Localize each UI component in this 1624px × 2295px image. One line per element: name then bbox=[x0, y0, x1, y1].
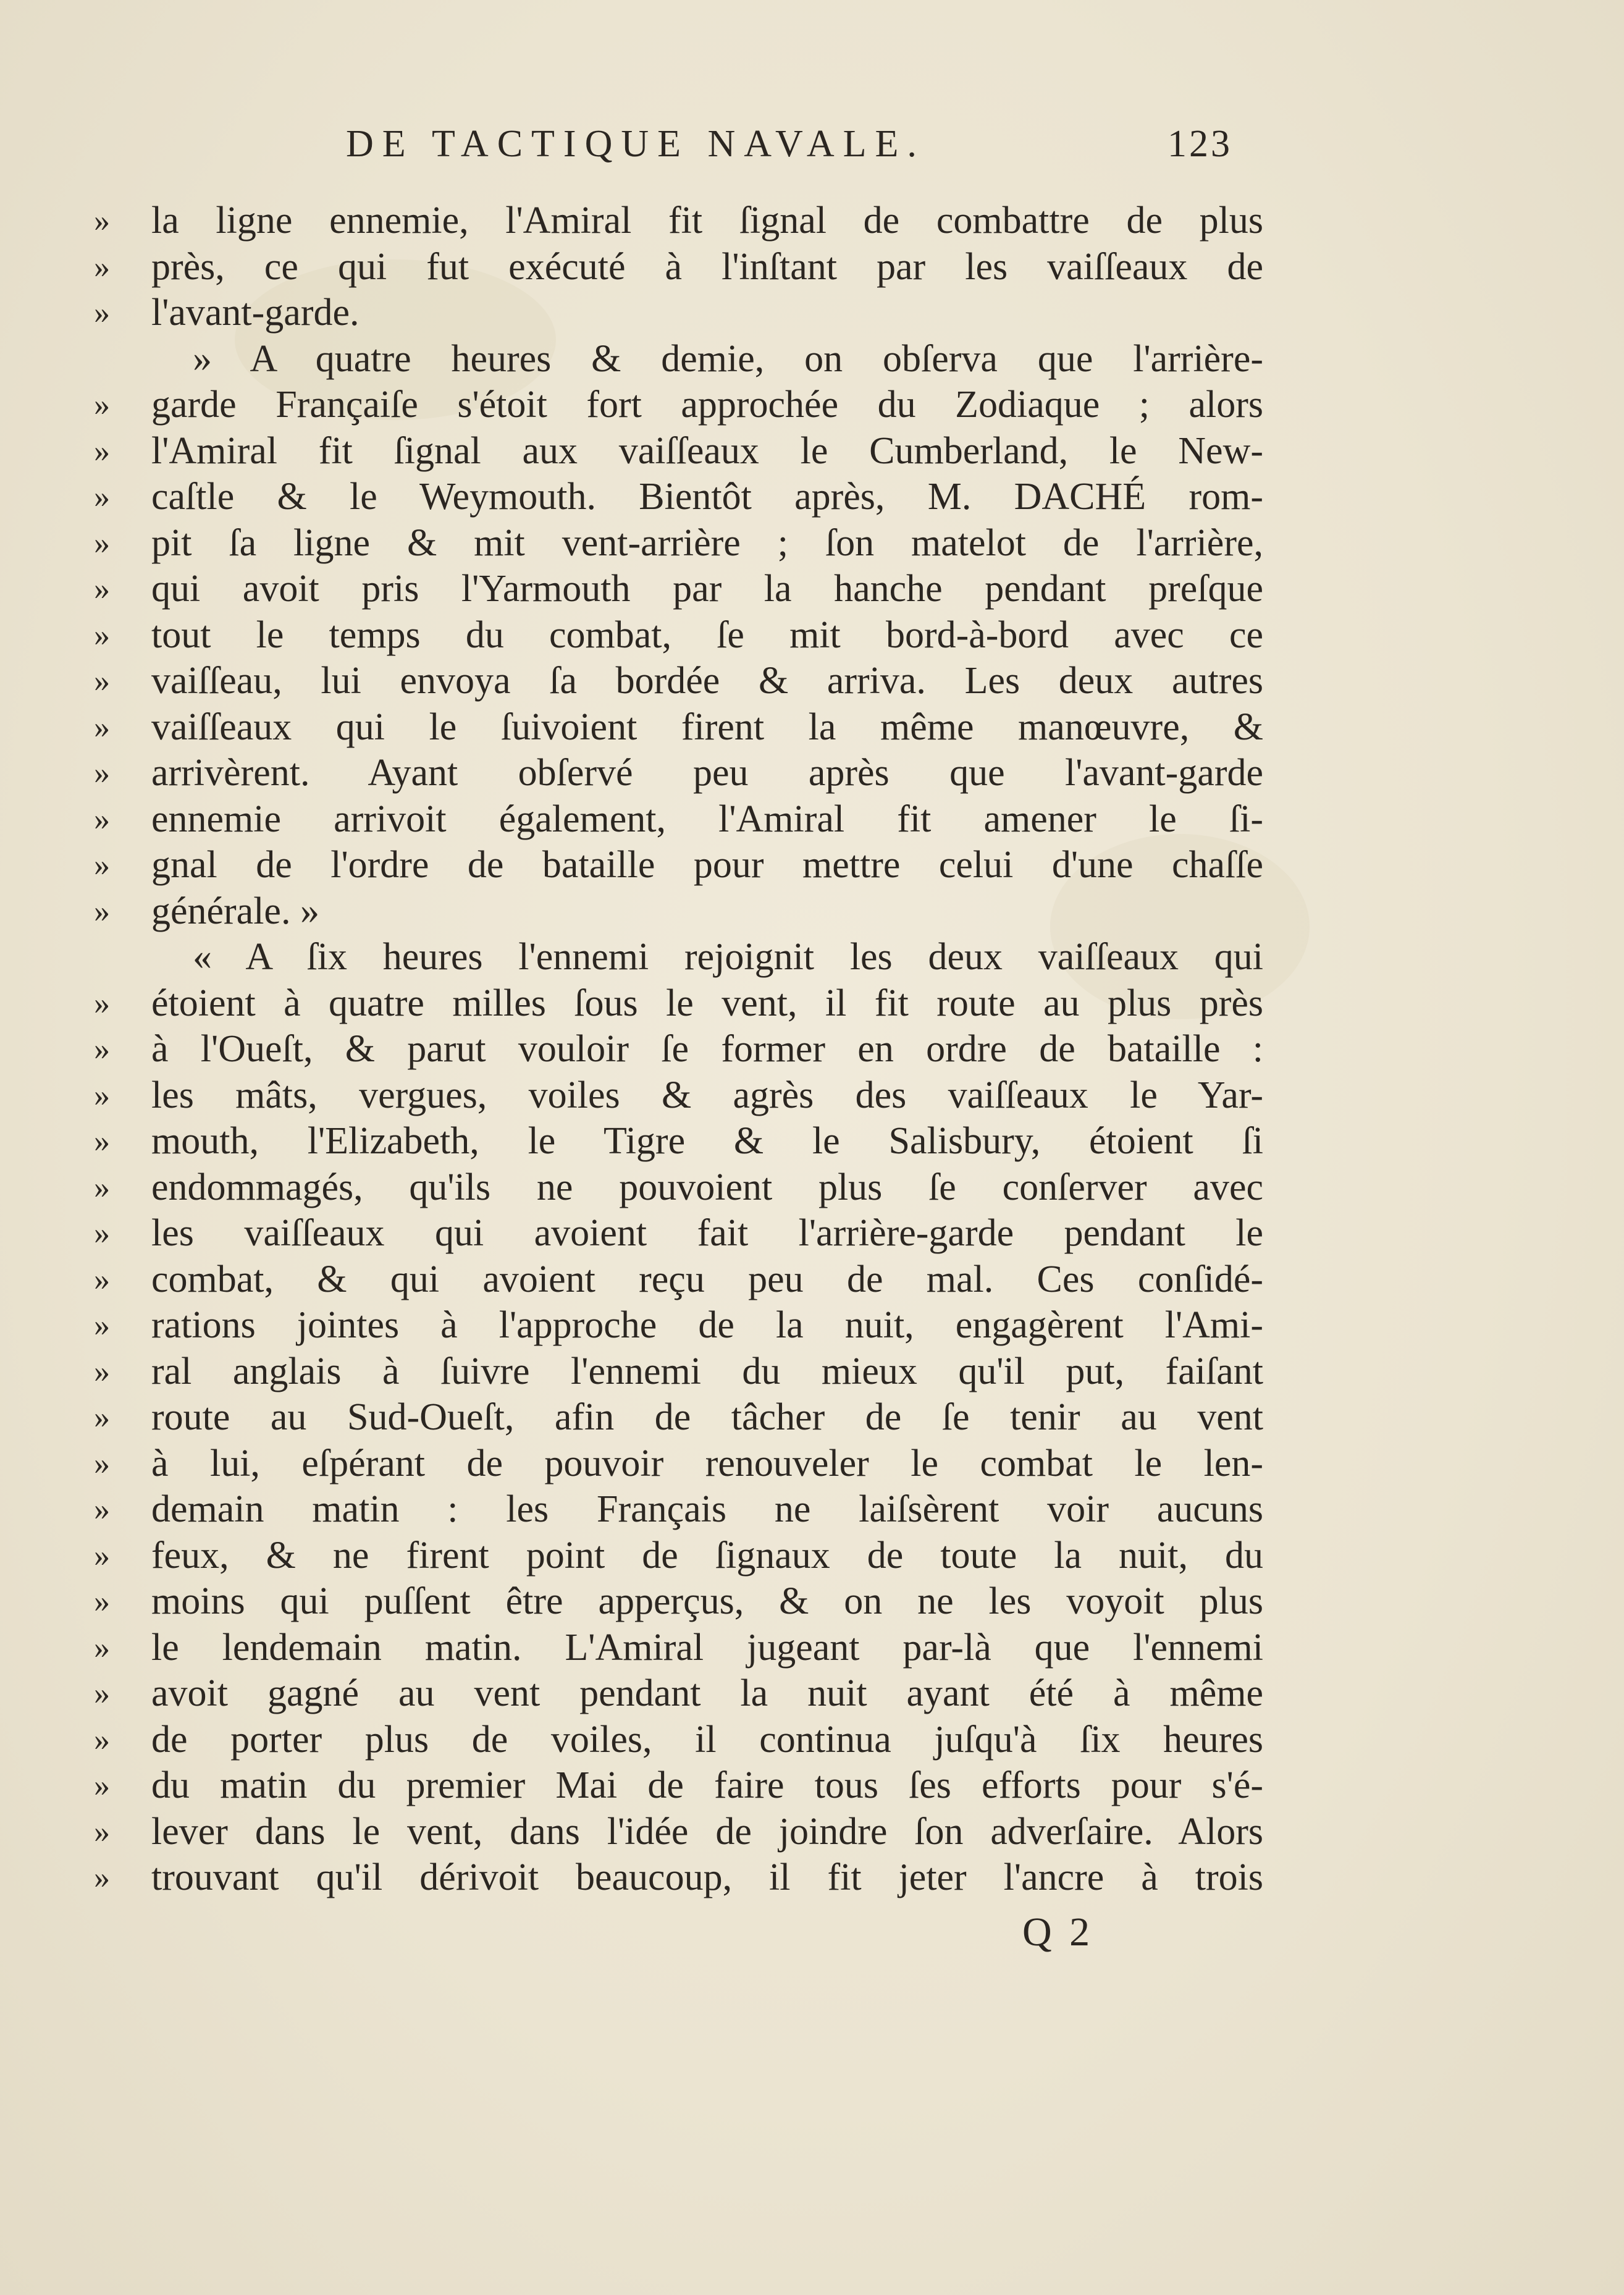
quote-marker: » bbox=[94, 295, 110, 331]
line-text: la ligne ennemie, l'Amiral fit ſignal de combattre de plus bbox=[151, 200, 1263, 242]
quote-marker: » bbox=[94, 1492, 110, 1527]
quote-marker: » bbox=[94, 1722, 110, 1758]
line-text: l'Amiral fit ſignal aux vaiſſeaux le Cumberland, le New- bbox=[151, 429, 1263, 472]
text-line bbox=[0, 1855, 1624, 1901]
text-line bbox=[0, 1717, 1624, 1763]
line-text: du matin du premier Mai de faire tous ſes efforts pour s'é- bbox=[151, 1764, 1263, 1806]
text-line bbox=[0, 1486, 1624, 1533]
line-text: vaiſſeaux qui le ſuivoient firent la même manœuvre, & bbox=[151, 705, 1263, 748]
quote-marker: » bbox=[94, 433, 110, 469]
quote-marker: » bbox=[94, 801, 110, 837]
text-line bbox=[0, 1762, 1624, 1809]
quote-marker: » bbox=[94, 1169, 110, 1205]
text-line bbox=[0, 1625, 1624, 1671]
text-line bbox=[0, 796, 1624, 843]
running-header: DE TACTIQUE NAVALE. bbox=[346, 123, 925, 165]
text-line bbox=[0, 1809, 1624, 1855]
quote-marker: » bbox=[94, 1538, 110, 1573]
text-line bbox=[0, 1164, 1624, 1211]
line-text: rations jointes à l'approche de la nuit, engagèrent l'Ami- bbox=[151, 1304, 1263, 1346]
quote-marker: » bbox=[94, 1308, 110, 1343]
text-line bbox=[0, 428, 1624, 474]
text-line bbox=[0, 1349, 1624, 1395]
quote-marker: » bbox=[94, 1354, 110, 1389]
text-line bbox=[0, 1072, 1624, 1119]
text-line bbox=[0, 1210, 1624, 1257]
text-line bbox=[0, 520, 1624, 566]
text-line bbox=[0, 198, 1624, 244]
quote-marker: » bbox=[94, 617, 110, 653]
quote-marker: » bbox=[94, 848, 110, 883]
line-text: près, ce qui fut exécuté à l'inſtant par les vaiſſeaux de bbox=[151, 245, 1263, 288]
quote-marker: » bbox=[94, 571, 110, 607]
line-text: à lui, eſpérant de pouvoir renouveler le combat le len- bbox=[151, 1442, 1263, 1484]
quote-marker: » bbox=[94, 387, 110, 423]
quote-marker: » bbox=[94, 1446, 110, 1481]
line-text: caſtle & le Weymouth. Bientôt après, M. DACHÉ rom- bbox=[151, 476, 1263, 518]
line-text: pit ſa ligne & mit vent-arrière ; ſon matelot de l'arrière, bbox=[151, 521, 1263, 564]
quote-marker: » bbox=[94, 249, 110, 285]
line-text: qui avoit pris l'Yarmouth par la hanche pendant preſque bbox=[151, 568, 1263, 610]
line-text: de porter plus de voiles, il continua juſqu'à ſix heures bbox=[151, 1718, 1263, 1761]
text-line bbox=[0, 1394, 1624, 1441]
line-text: arrivèrent. Ayant obſervé peu après que l'avant-garde bbox=[151, 752, 1263, 794]
quote-marker: » bbox=[94, 479, 110, 515]
quote-marker: » bbox=[94, 525, 110, 561]
line-text: l'avant-garde. bbox=[151, 292, 360, 334]
line-text: générale. » bbox=[151, 890, 319, 932]
line-text: le lendemain matin. L'Amiral jugeant par-là que l'ennemi bbox=[151, 1626, 1263, 1669]
quote-marker: » bbox=[94, 1216, 110, 1251]
line-text: » A quatre heures & demie, on obſerva que l'arrière- bbox=[193, 337, 1263, 380]
quote-marker: » bbox=[94, 985, 110, 1021]
quote-marker: » bbox=[94, 1630, 110, 1665]
quote-marker: » bbox=[94, 1676, 110, 1711]
page-number: 123 bbox=[1168, 123, 1232, 165]
line-text: garde Françaiſe s'étoit fort approchée du Zodiaque ; alors bbox=[151, 384, 1263, 426]
text-line bbox=[0, 1578, 1624, 1625]
quote-marker: » bbox=[94, 1584, 110, 1619]
quote-marker: » bbox=[94, 1400, 110, 1435]
quote-marker: » bbox=[94, 1814, 110, 1850]
signature-mark: Q 2 bbox=[1022, 1910, 1094, 1955]
text-line bbox=[0, 1441, 1624, 1487]
text-line bbox=[0, 382, 1624, 428]
line-text: route au Sud-Oueſt, afin de tâcher de ſe tenir au vent bbox=[151, 1396, 1263, 1438]
line-text: tout le temps du combat, ſe mit bord-à-bord avec ce bbox=[151, 613, 1263, 656]
text-line bbox=[0, 888, 1624, 935]
text-line bbox=[0, 1026, 1624, 1072]
quote-marker: » bbox=[94, 1860, 110, 1895]
text-line bbox=[0, 566, 1624, 612]
text-line bbox=[0, 1257, 1624, 1303]
line-text: moins qui puſſent être apperçus, & on ne les voyoit plus bbox=[151, 1580, 1263, 1622]
line-text: étoient à quatre milles ſous le vent, il fit route au plus près bbox=[151, 982, 1263, 1024]
quote-marker: » bbox=[94, 1261, 110, 1297]
text-line bbox=[0, 750, 1624, 796]
quote-marker: » bbox=[94, 1124, 110, 1159]
text-line bbox=[0, 290, 1624, 336]
line-text: mouth, l'Elizabeth, le Tigre & le Salisbury, étoient ſi bbox=[151, 1120, 1263, 1162]
text-line bbox=[0, 934, 1624, 980]
quote-marker: » bbox=[94, 1768, 110, 1803]
line-text: ral anglais à ſuivre l'ennemi du mieux qu'il put, faiſant bbox=[151, 1350, 1263, 1392]
text-line bbox=[0, 336, 1624, 382]
text-line bbox=[0, 704, 1624, 751]
text-line bbox=[0, 842, 1624, 888]
quote-marker: » bbox=[94, 663, 110, 699]
text-line bbox=[0, 1118, 1624, 1164]
text-line bbox=[0, 980, 1624, 1027]
text-line bbox=[0, 244, 1624, 290]
line-text: feux, & ne firent point de ſignaux de toute la nuit, du bbox=[151, 1534, 1263, 1577]
text-line bbox=[0, 658, 1624, 704]
line-text: combat, & qui avoient reçu peu de mal. Ces conſidé- bbox=[151, 1258, 1263, 1300]
line-text: vaiſſeau, lui envoya ſa bordée & arriva. Les deux autres bbox=[151, 660, 1263, 702]
line-text: endommagés, qu'ils ne pouvoient plus ſe conſerver avec bbox=[151, 1166, 1263, 1208]
line-text: à l'Oueſt, & parut vouloir ſe former en ordre de bataille : bbox=[151, 1028, 1263, 1070]
quote-marker: » bbox=[94, 1032, 110, 1067]
quote-marker: » bbox=[94, 203, 110, 238]
quote-marker: » bbox=[94, 1077, 110, 1113]
line-text: trouvant qu'il dérivoit beaucoup, il fit jeter l'ancre à trois bbox=[151, 1856, 1263, 1898]
line-text: ennemie arrivoit également, l'Amiral fit amener le ſi- bbox=[151, 798, 1263, 840]
text-line bbox=[0, 612, 1624, 659]
text-line bbox=[0, 1670, 1624, 1717]
line-text: demain matin : les Français ne laiſsèrent voir aucuns bbox=[151, 1488, 1263, 1530]
line-text: les vaiſſeaux qui avoient fait l'arrière-garde pendant le bbox=[151, 1212, 1263, 1254]
quote-marker: » bbox=[94, 893, 110, 929]
quote-marker: » bbox=[94, 709, 110, 745]
text-line bbox=[0, 474, 1624, 520]
line-text: « A ſix heures l'ennemi rejoignit les deux vaiſſeaux qui bbox=[193, 936, 1263, 978]
line-text: lever dans le vent, dans l'idée de joindre ſon adverſaire. Alors bbox=[151, 1810, 1263, 1853]
line-text: avoit gagné au vent pendant la nuit ayant été à même bbox=[151, 1672, 1263, 1714]
text-line bbox=[0, 1302, 1624, 1349]
quote-marker: » bbox=[94, 756, 110, 791]
line-text: les mâts, vergues, voiles & agrès des vaiſſeaux le Yar- bbox=[151, 1074, 1263, 1116]
text-line bbox=[0, 1533, 1624, 1579]
line-text: gnal de l'ordre de bataille pour mettre celui d'une chaſſe bbox=[151, 844, 1263, 886]
